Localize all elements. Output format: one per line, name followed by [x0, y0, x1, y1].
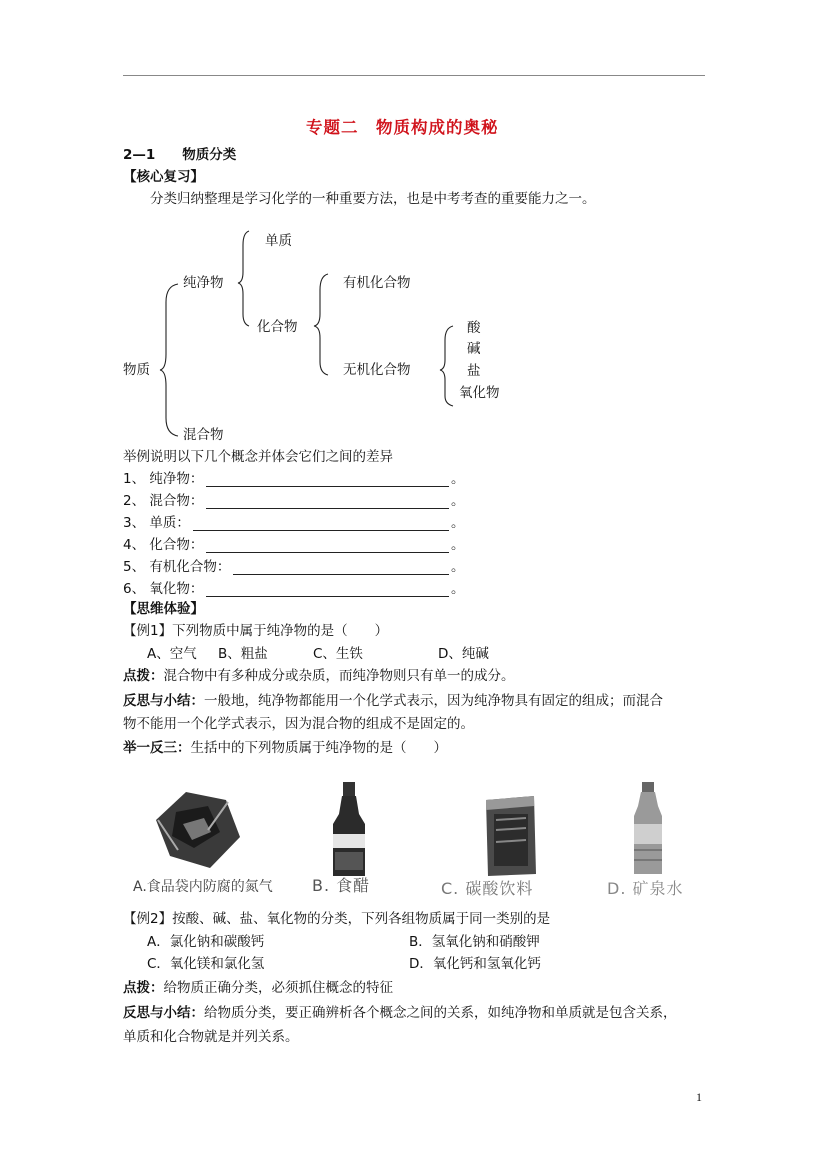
vinegar-bottle-icon	[325, 780, 375, 880]
answer-line[interactable]	[233, 574, 449, 575]
example1-question: 【例1】下列物质中属于纯净物的是（ ）	[123, 623, 389, 639]
line-end: 。	[451, 559, 465, 575]
nitrogen-bag-icon	[148, 782, 248, 872]
intro-text: 分类归纳整理是学习化学的一种重要方法，也是中考考查的重要能力之一。	[150, 191, 596, 207]
example2-option-d: D．氧化钙和氢氧化钙	[409, 956, 541, 972]
example2-tip: 点拨：给物质正确分类，必须抓住概念的特征	[123, 980, 393, 996]
tree-oxide: 氧化物	[459, 385, 500, 401]
tree-inorganic: 无机化合物	[343, 362, 411, 378]
tree-acid: 酸	[467, 320, 481, 336]
image-caption-a: A.食品袋内防腐的氮气	[133, 879, 273, 895]
tree-compound: 化合物	[257, 319, 298, 335]
tree-base: 碱	[467, 341, 481, 357]
thinking-heading: 【思维体验】	[123, 601, 204, 617]
page-number: 1	[696, 1090, 702, 1104]
example1-reflect-2: 物不能用一个化学式表示，因为混合物的组成不是固定的。	[123, 716, 474, 732]
tree-pure: 纯净物	[183, 275, 224, 291]
answer-line[interactable]	[193, 530, 449, 531]
exercise-label: 2、 混合物：	[123, 493, 204, 509]
line-end: 。	[451, 515, 465, 531]
image-caption-c: C. 碳酸饮料	[441, 879, 534, 898]
tree-mixture: 混合物	[183, 427, 224, 443]
example2-reflect-1: 反思与小结：给物质分类，要正确辨析各个概念之间的关系，如纯净物和单质就是包含关系，	[123, 1005, 677, 1021]
answer-line[interactable]	[206, 596, 449, 597]
section-heading: 2—1 物质分类	[123, 147, 237, 163]
example2-option-b: B．氢氧化钠和硝酸钾	[409, 934, 540, 950]
exercise-prompt: 举例说明以下几个概念并体会它们之间的差异	[123, 449, 393, 465]
exercise-label: 4、 化合物：	[123, 537, 204, 553]
line-end: 。	[451, 493, 465, 509]
example2-option-a: A．氯化钠和碳酸钙	[147, 934, 265, 950]
tree-element: 单质	[265, 233, 292, 249]
answer-line[interactable]	[206, 508, 449, 509]
core-review-heading: 【核心复习】	[123, 169, 204, 185]
image-caption-b: B. 食醋	[312, 876, 371, 895]
example1-extend: 举一反三：生括中的下列物质属于纯净物的是（ ）	[123, 740, 447, 756]
example1-option-d: D、纯碱	[438, 646, 489, 662]
image-caption-d: D. 矿泉水	[607, 879, 684, 898]
tree-salt: 盐	[467, 363, 481, 379]
example1-option-a: A、空气	[147, 646, 197, 662]
example1-tip: 点拨：混合物中有多种成分或杂质，而纯净物则只有单一的成分。	[123, 668, 515, 684]
example1-reflect-1: 反思与小结：一般地，纯净物都能用一个化学式表示，因为纯净物具有固定的组成；而混合	[123, 693, 663, 709]
exercise-label: 6、 氧化物：	[123, 581, 204, 597]
example2-option-c: C．氧化镁和氯化氢	[147, 956, 265, 972]
water-bottle-icon	[628, 780, 668, 880]
exercise-label: 1、 纯净物：	[123, 471, 204, 487]
line-end: 。	[451, 581, 465, 597]
page-title: 专题二 物质构成的奥秘	[306, 118, 499, 137]
example2-question: 【例2】按酸、碱、盐、氧化物的分类，下列各组物质属于同一类别的是	[123, 911, 551, 927]
soda-can-icon	[480, 790, 540, 880]
example1-option-b: B、粗盐	[218, 646, 268, 662]
answer-line[interactable]	[206, 552, 449, 553]
answer-line[interactable]	[206, 486, 449, 487]
tree-organic: 有机化合物	[343, 275, 411, 291]
exercise-label: 3、 单质：	[123, 515, 190, 531]
example2-reflect-2: 单质和化合物就是并列关系。	[123, 1029, 299, 1045]
line-end: 。	[451, 537, 465, 553]
exercise-label: 5、 有机化合物：	[123, 559, 231, 575]
tree-root: 物质	[123, 362, 150, 378]
example1-option-c: C、生铁	[313, 646, 363, 662]
line-end: 。	[451, 471, 465, 487]
